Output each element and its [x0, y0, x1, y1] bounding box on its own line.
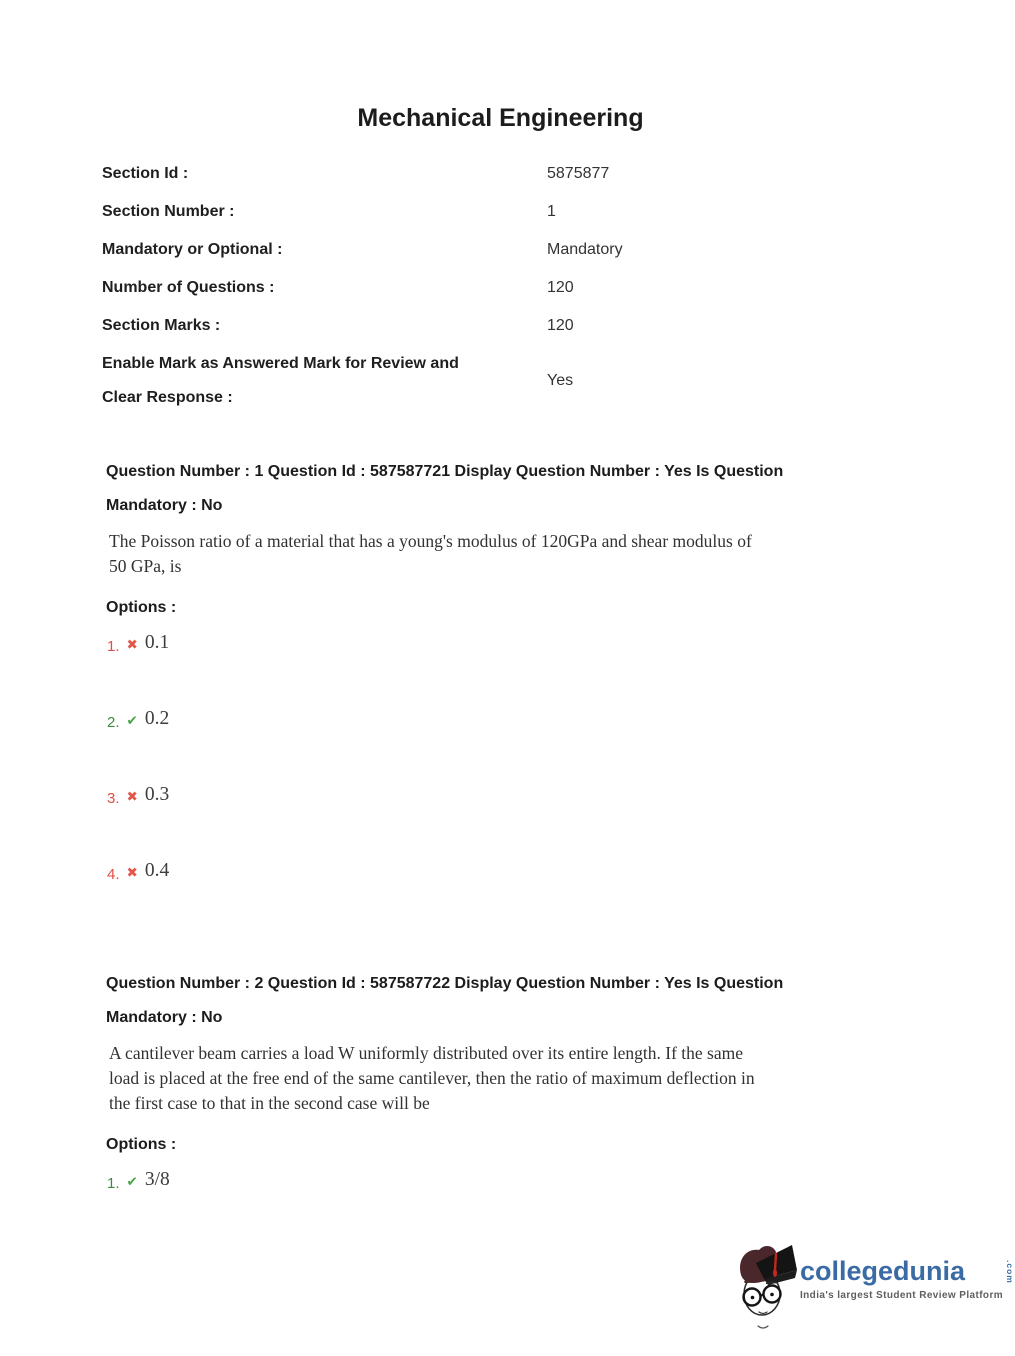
option-text: 0.2 — [144, 708, 170, 729]
option-text: 0.4 — [144, 860, 170, 881]
option-number: 1. — [107, 1175, 120, 1192]
option-number: 1. — [107, 638, 120, 655]
options-label: Options : — [106, 1136, 177, 1153]
info-row-mandatory-optional — [0, 233, 1001, 267]
info-row-section-number — [0, 195, 1001, 229]
check-icon: ✔ — [126, 713, 138, 729]
logo-text — [800, 1256, 1015, 1301]
info-value: 5875877 — [547, 165, 610, 182]
info-value: 1 — [547, 203, 556, 220]
info-label: Section Id : — [102, 165, 189, 182]
info-value: Yes — [547, 372, 574, 389]
cross-icon: ✖ — [126, 637, 138, 653]
info-value: 120 — [547, 279, 574, 296]
collegedunia-logo — [736, 1242, 1015, 1337]
option-number: 4. — [107, 866, 120, 883]
option-text: 3/8 — [144, 1169, 170, 1190]
info-label: Number of Questions : — [102, 279, 275, 296]
check-icon: ✔ — [126, 1174, 138, 1190]
brand-name: collegedunia — [800, 1256, 966, 1286]
info-label: Enable Mark as Answered Mark for Review and Clear Response : — [102, 355, 459, 406]
info-row-section-id — [0, 157, 1001, 191]
brand-domain: .com — [1005, 1260, 1015, 1284]
collegedunia-mascot-icon — [736, 1242, 798, 1332]
info-value: Mandatory — [547, 241, 623, 258]
question-header: Question Number : 1 Question Id : 587587721 Display Question Number : Yes Is Question — [106, 463, 784, 480]
question-mandatory-status: Mandatory : No — [106, 1009, 223, 1026]
options-label: Options : — [106, 599, 177, 616]
option-row-1 — [107, 632, 1001, 659]
info-value: 120 — [547, 317, 574, 334]
question-mandatory-status: Mandatory : No — [106, 497, 223, 514]
option-row-2 — [107, 708, 1001, 735]
option-row-1 — [107, 1169, 1001, 1196]
option-row-3 — [107, 784, 1001, 811]
info-row-section-marks — [0, 309, 1001, 343]
question-block-1 — [0, 455, 1001, 887]
info-row-number-of-questions — [0, 271, 1001, 305]
question-header: Question Number : 2 Question Id : 587587722 Display Question Number : Yes Is Question — [106, 975, 784, 992]
section-info — [0, 157, 1001, 415]
option-row-4 — [107, 860, 1001, 887]
option-number: 3. — [107, 790, 120, 807]
question-text: The Poisson ratio of a material that has a young's modulus of 120GPa and shear modulus of 50 GPa, is — [109, 531, 752, 576]
cross-icon: ✖ — [126, 865, 138, 881]
question-block-2 — [0, 967, 1001, 1196]
option-number: 2. — [107, 714, 120, 731]
info-row-enable-mark — [0, 347, 1001, 415]
info-label: Mandatory or Optional : — [102, 241, 283, 258]
option-text: 0.3 — [144, 784, 170, 805]
page-title: Mechanical Engineering — [357, 104, 644, 132]
info-label: Section Number : — [102, 203, 235, 220]
option-text: 0.1 — [144, 632, 170, 653]
brand-tagline: India's largest Student Review Platform — [800, 1290, 1004, 1301]
question-text: A cantilever beam carries a load W uniformly distributed over its entire length. If the same load is placed at the free end of the same cantilever, then the ratio of maximum deflection in the first case to that in the second case will be — [109, 1043, 755, 1113]
info-label: Section Marks : — [102, 317, 221, 334]
cross-icon: ✖ — [126, 789, 138, 805]
